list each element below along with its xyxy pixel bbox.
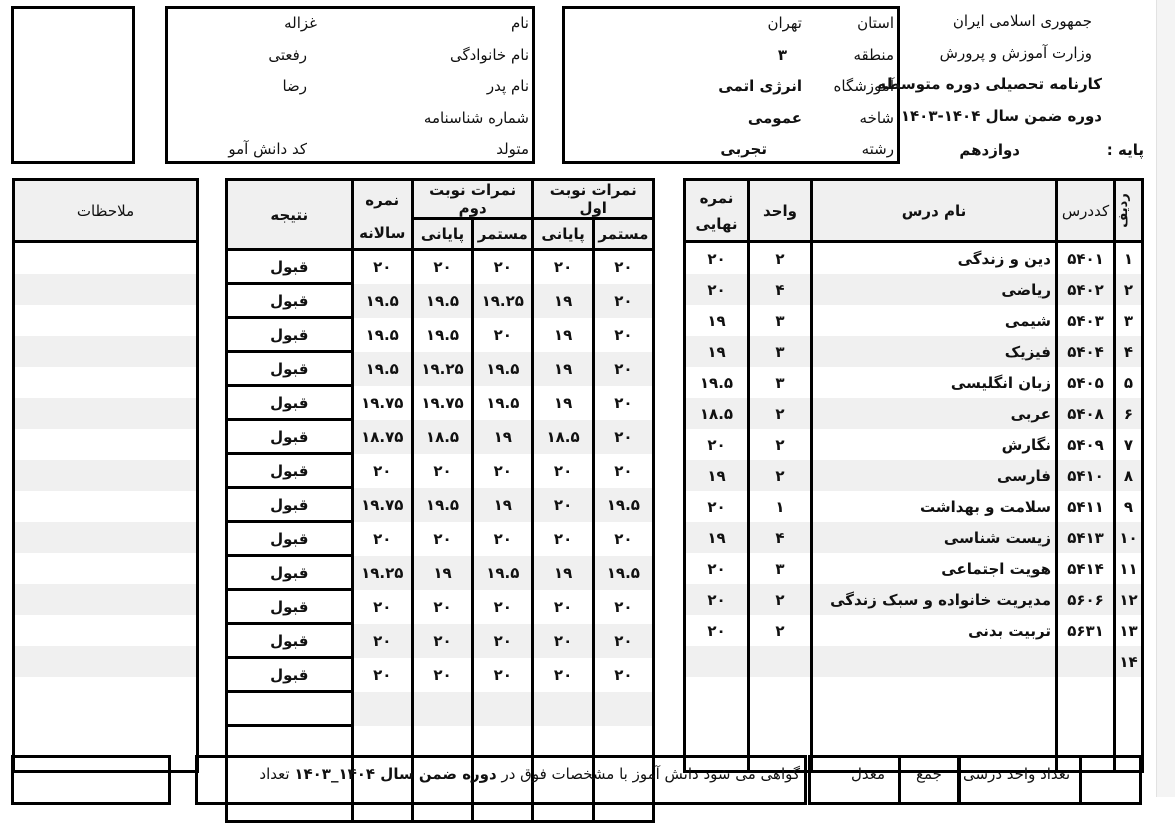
term1-final: ۲۰ xyxy=(533,250,593,284)
score-row xyxy=(227,250,654,284)
term2-header: نمرات نوبت دوم xyxy=(412,180,533,219)
final-header-top: نمره xyxy=(699,188,734,207)
remarks-cell xyxy=(14,708,198,739)
course-name: مدیریت خانواده و سبک زندگی xyxy=(812,584,1057,615)
remarks-cell xyxy=(14,677,198,708)
term1-final: ۲۰ xyxy=(533,454,593,488)
course-units: ۳ xyxy=(749,367,812,398)
course-name: زیست شناسی xyxy=(812,522,1057,553)
term2-continuous: ۱۹.۲۵ xyxy=(473,284,533,318)
term1-header: نمرات نوبت اول xyxy=(533,180,654,219)
row-number: ۱۴ xyxy=(1115,646,1143,677)
row-number: ۸ xyxy=(1115,460,1143,491)
course-code: ۵۴۱۴ xyxy=(1057,553,1115,584)
course-row xyxy=(685,429,1143,460)
remarks-cell xyxy=(14,553,198,584)
course-code: ۵۴۱۰ xyxy=(1057,460,1115,491)
result-header: نتیجه xyxy=(227,180,353,250)
course-units: ۳ xyxy=(749,336,812,367)
course-units: ۲ xyxy=(749,398,812,429)
course-final-score: ۲۰ xyxy=(685,491,749,522)
term1-final: ۲۰ xyxy=(533,590,593,624)
term2-final-header: پایانی xyxy=(412,219,472,250)
result-status: قبول xyxy=(227,250,353,284)
score-row xyxy=(227,386,654,420)
course-final-score: ۱۹ xyxy=(685,460,749,491)
result-status: قبول xyxy=(227,454,353,488)
school-value: انرژی اتمی xyxy=(718,77,802,95)
org-line-2: وزارت آموزش و پرورش xyxy=(939,44,1092,62)
term1-continuous xyxy=(593,692,653,726)
remarks-row xyxy=(14,708,198,739)
course-code: ۵۴۱۱ xyxy=(1057,491,1115,522)
term1-final: ۲۰ xyxy=(533,522,593,556)
term1-final: ۲۰ xyxy=(533,624,593,658)
result-status: قبول xyxy=(227,522,353,556)
score-row xyxy=(227,420,654,454)
score-row xyxy=(227,590,654,624)
remarks-row xyxy=(14,646,198,677)
score-row xyxy=(227,556,654,590)
remarks-cell xyxy=(14,305,198,336)
remarks-cell xyxy=(14,398,198,429)
course-row xyxy=(685,336,1143,367)
course-name: عربی xyxy=(812,398,1057,429)
course-units: ۲ xyxy=(749,584,812,615)
course-code: ۵۴۰۴ xyxy=(1057,336,1115,367)
remarks-row xyxy=(14,522,198,553)
remarks-row xyxy=(14,305,198,336)
course-row xyxy=(685,305,1143,336)
course-final-score: ۲۰ xyxy=(685,242,749,275)
last-name-label: نام خانوادگی xyxy=(449,46,529,64)
course-name xyxy=(812,646,1057,677)
remarks-cell xyxy=(14,615,198,646)
row-number: ۱ xyxy=(1115,242,1143,275)
row-number: ۳ xyxy=(1115,305,1143,336)
course-units xyxy=(749,646,812,677)
course-name: شیمی xyxy=(812,305,1057,336)
remarks-cell xyxy=(14,646,198,677)
course-final-score: ۲۰ xyxy=(685,274,749,305)
course-final-score: ۲۰ xyxy=(685,429,749,460)
father-name-label: نام پدر xyxy=(486,77,529,95)
remarks-row xyxy=(14,491,198,522)
course-row xyxy=(685,584,1143,615)
course-units: ۲ xyxy=(749,615,812,646)
term1-continuous: ۲۰ xyxy=(593,454,653,488)
term1-continuous: ۲۰ xyxy=(593,590,653,624)
annual-score: ۱۹.۵ xyxy=(352,352,412,386)
remarks-cell xyxy=(14,584,198,615)
term2-continuous: ۲۰ xyxy=(473,454,533,488)
result-status: قبول xyxy=(227,318,353,352)
average-label: معدل xyxy=(851,765,886,783)
score-row xyxy=(227,522,654,556)
term2-final: ۱۹ xyxy=(412,556,472,590)
row-number: ۲ xyxy=(1115,274,1143,305)
course-units: ۲ xyxy=(749,429,812,460)
term1-final: ۱۹ xyxy=(533,386,593,420)
annual-score: ۲۰ xyxy=(352,454,412,488)
course-final-score xyxy=(685,646,749,677)
row-number: ۹ xyxy=(1115,491,1143,522)
row-number: ۱۲ xyxy=(1115,584,1143,615)
remarks-row xyxy=(14,367,198,398)
school-label: آموزشگاه xyxy=(833,77,894,95)
district-value: ۳ xyxy=(777,46,787,64)
term2-continuous: ۲۰ xyxy=(473,590,533,624)
score-row xyxy=(227,692,654,726)
annual-score: ۲۰ xyxy=(352,522,412,556)
row-number: ۱۳ xyxy=(1115,615,1143,646)
district-label: منطقه xyxy=(853,46,894,64)
term2-continuous: ۲۰ xyxy=(473,250,533,284)
col-header-name: نام درس xyxy=(812,180,1057,242)
annual-score: ۲۰ xyxy=(352,624,412,658)
term2-final: ۱۸.۵ xyxy=(412,420,472,454)
term2-continuous: ۲۰ xyxy=(473,318,533,352)
remarks-row xyxy=(14,677,198,708)
annual-score: ۲۰ xyxy=(352,590,412,624)
result-status: قبول xyxy=(227,590,353,624)
remarks-row xyxy=(14,615,198,646)
score-row xyxy=(227,658,654,692)
remarks-row xyxy=(14,242,198,275)
term2-final: ۲۰ xyxy=(412,522,472,556)
term2-final: ۲۰ xyxy=(412,624,472,658)
course-code: ۵۴۰۱ xyxy=(1057,242,1115,275)
score-row xyxy=(227,488,654,522)
annual-score: ۱۹.۵ xyxy=(352,284,412,318)
courses-table xyxy=(683,178,1144,773)
score-row xyxy=(227,624,654,658)
sum-label: جمع xyxy=(916,765,942,783)
term2-final: ۱۹.۷۵ xyxy=(412,386,472,420)
score-row xyxy=(227,318,654,352)
remarks-row xyxy=(14,429,198,460)
row-number: ۴ xyxy=(1115,336,1143,367)
col-header-final xyxy=(685,180,749,242)
term1-final: ۱۸.۵ xyxy=(533,420,593,454)
row-number: ۱۱ xyxy=(1115,553,1143,584)
annual-score: ۱۹.۵ xyxy=(352,318,412,352)
course-name: هویت اجتماعی xyxy=(812,553,1057,584)
term1-final: ۱۹ xyxy=(533,556,593,590)
report-title: کارنامه تحصیلی دوره متوسطه xyxy=(877,75,1102,93)
result-status: قبول xyxy=(227,624,353,658)
birth-label: متولد xyxy=(496,140,529,158)
term2-final: ۱۹.۵ xyxy=(412,318,472,352)
remarks-header: ملاحظات xyxy=(14,180,198,242)
remarks-row xyxy=(14,460,198,491)
annual-score xyxy=(352,692,412,726)
first-name-label: نام xyxy=(510,14,529,32)
remarks-cell xyxy=(14,460,198,491)
result-status xyxy=(227,692,353,726)
score-row xyxy=(227,454,654,488)
field-label: رشته xyxy=(861,140,894,158)
term1-final: ۱۹ xyxy=(533,318,593,352)
course-name: دین و زندگی xyxy=(812,242,1057,275)
footer-signature-box xyxy=(11,755,171,805)
grade-label: پایه : xyxy=(1106,141,1144,159)
empty-row xyxy=(227,726,654,759)
course-row xyxy=(685,522,1143,553)
term1-final xyxy=(533,692,593,726)
result-status: قبول xyxy=(227,658,353,692)
org-line-1: جمهوری اسلامی ایران xyxy=(952,12,1092,30)
remarks-cell xyxy=(14,491,198,522)
course-name: سلامت و بهداشت xyxy=(812,491,1057,522)
term1-continuous: ۱۹.۵ xyxy=(593,556,653,590)
term2-final xyxy=(412,692,472,726)
term2-continuous: ۲۰ xyxy=(473,624,533,658)
empty-row xyxy=(685,708,1143,739)
term1-continuous-header: مستمر xyxy=(593,219,653,250)
term2-continuous: ۲۰ xyxy=(473,522,533,556)
term2-continuous: ۱۹ xyxy=(473,488,533,522)
term1-continuous: ۲۰ xyxy=(593,352,653,386)
province-value: تهران xyxy=(767,14,802,32)
units-count-label: تعداد واحد درسی xyxy=(963,765,1071,783)
remarks-cell xyxy=(14,336,198,367)
course-final-score: ۱۸.۵ xyxy=(685,398,749,429)
result-status: قبول xyxy=(227,386,353,420)
course-code: ۵۴۱۳ xyxy=(1057,522,1115,553)
remarks-row xyxy=(14,553,198,584)
course-units: ۲ xyxy=(749,460,812,491)
course-row xyxy=(685,553,1143,584)
course-code: ۵۶۳۱ xyxy=(1057,615,1115,646)
report-period: دوره ضمن سال ۱۴۰۴-۱۴۰۳ xyxy=(900,107,1102,125)
field-value: تجربی xyxy=(720,140,767,158)
annual-score: ۲۰ xyxy=(352,250,412,284)
course-final-score: ۱۹ xyxy=(685,305,749,336)
course-units: ۳ xyxy=(749,305,812,336)
vertical-scrollbar[interactable] xyxy=(1156,0,1175,797)
term2-final: ۲۰ xyxy=(412,590,472,624)
result-status: قبول xyxy=(227,420,353,454)
result-status: قبول xyxy=(227,488,353,522)
remarks-cell xyxy=(14,242,198,275)
certificate-period: دوره ضمن سال ۱۴۰۴_۱۴۰۳ xyxy=(294,765,497,783)
course-final-score: ۱۹.۵ xyxy=(685,367,749,398)
average-cell xyxy=(808,755,898,805)
course-final-score: ۱۹ xyxy=(685,522,749,553)
final-header-bottom: نهایی xyxy=(695,214,738,233)
row-number: ۷ xyxy=(1115,429,1143,460)
course-name: نگارش xyxy=(812,429,1057,460)
term2-continuous xyxy=(473,692,533,726)
course-final-score: ۱۹ xyxy=(685,336,749,367)
annual-score: ۱۹.۷۵ xyxy=(352,386,412,420)
school-info-box xyxy=(562,6,900,164)
certificate-suffix: تعداد xyxy=(259,765,295,783)
course-code: ۵۴۰۲ xyxy=(1057,274,1115,305)
course-row xyxy=(685,367,1143,398)
course-name: فیزیک xyxy=(812,336,1057,367)
annual-score: ۲۰ xyxy=(352,658,412,692)
term1-final: ۱۹ xyxy=(533,284,593,318)
branch-label: شاخه xyxy=(859,109,894,127)
units-count-cell xyxy=(958,755,1082,805)
course-final-score: ۲۰ xyxy=(685,553,749,584)
course-name: فارسی xyxy=(812,460,1057,491)
branch-value: عمومی xyxy=(747,109,802,127)
course-units: ۴ xyxy=(749,522,812,553)
term2-continuous: ۱۹.۵ xyxy=(473,352,533,386)
course-units: ۱ xyxy=(749,491,812,522)
term2-continuous: ۱۹ xyxy=(473,420,533,454)
units-count-value xyxy=(1082,755,1142,805)
remarks-cell xyxy=(14,429,198,460)
remarks-row xyxy=(14,584,198,615)
row-number: ۱۰ xyxy=(1115,522,1143,553)
row-number: ۶ xyxy=(1115,398,1143,429)
term1-continuous: ۲۰ xyxy=(593,624,653,658)
course-name: تربیت بدنی xyxy=(812,615,1057,646)
course-row xyxy=(685,460,1143,491)
term1-final: ۲۰ xyxy=(533,488,593,522)
course-units: ۲ xyxy=(749,242,812,275)
result-status: قبول xyxy=(227,352,353,386)
course-units: ۴ xyxy=(749,274,812,305)
annual-score: ۱۸.۷۵ xyxy=(352,420,412,454)
course-name: زبان انگلیسی xyxy=(812,367,1057,398)
term1-continuous: ۲۰ xyxy=(593,420,653,454)
last-name-value: رفعتی xyxy=(268,46,307,64)
term1-continuous: ۲۰ xyxy=(593,522,653,556)
course-final-score: ۲۰ xyxy=(685,584,749,615)
course-row xyxy=(685,646,1143,677)
course-name: ریاضی xyxy=(812,274,1057,305)
course-final-score: ۲۰ xyxy=(685,615,749,646)
col-header-code: کددرس xyxy=(1057,180,1115,242)
col-header-units: واحد xyxy=(749,180,812,242)
annual-header-bottom: سالانه xyxy=(352,219,412,250)
row-number: ۵ xyxy=(1115,367,1143,398)
annual-score: ۱۹.۲۵ xyxy=(352,556,412,590)
term1-continuous: ۲۰ xyxy=(593,386,653,420)
remarks-row xyxy=(14,336,198,367)
course-row xyxy=(685,274,1143,305)
term1-continuous: ۲۰ xyxy=(593,284,653,318)
student-info-box xyxy=(165,6,535,164)
course-row xyxy=(685,491,1143,522)
term2-final: ۱۹.۵ xyxy=(412,284,472,318)
term2-final: ۱۹.۲۵ xyxy=(412,352,472,386)
remarks-table xyxy=(12,178,199,773)
course-code: ۵۶۰۶ xyxy=(1057,584,1115,615)
term1-continuous: ۲۰ xyxy=(593,658,653,692)
col-header-row: ردیف xyxy=(1115,180,1143,242)
certificate-box xyxy=(195,755,807,805)
course-units: ۳ xyxy=(749,553,812,584)
term2-continuous: ۲۰ xyxy=(473,658,533,692)
term2-continuous: ۱۹.۵ xyxy=(473,556,533,590)
term2-final: ۲۰ xyxy=(412,454,472,488)
score-row xyxy=(227,352,654,386)
term1-continuous: ۲۰ xyxy=(593,250,653,284)
course-code xyxy=(1057,646,1115,677)
remarks-row xyxy=(14,398,198,429)
id-number-label: شماره شناسنامه xyxy=(423,109,529,127)
term2-final: ۱۹.۵ xyxy=(412,488,472,522)
term1-final: ۱۹ xyxy=(533,352,593,386)
remarks-cell xyxy=(14,522,198,553)
term2-final: ۲۰ xyxy=(412,250,472,284)
annual-score: ۱۹.۷۵ xyxy=(352,488,412,522)
annual-header-top: نمره xyxy=(352,180,412,219)
result-status: قبول xyxy=(227,284,353,318)
score-row xyxy=(227,284,654,318)
course-code: ۵۴۰۹ xyxy=(1057,429,1115,460)
course-code: ۵۴۰۸ xyxy=(1057,398,1115,429)
student-code-label: کد دانش آمو xyxy=(228,140,307,158)
first-name-value: غزاله xyxy=(284,14,317,32)
empty-row xyxy=(685,677,1143,708)
term1-continuous: ۱۹.۵ xyxy=(593,488,653,522)
course-row xyxy=(685,615,1143,646)
grade-value: دوازدهم xyxy=(959,141,1020,159)
course-row xyxy=(685,398,1143,429)
scores-table xyxy=(225,178,655,823)
sum-cell xyxy=(898,755,960,805)
province-label: استان xyxy=(857,14,894,32)
term1-continuous: ۲۰ xyxy=(593,318,653,352)
photo-box xyxy=(11,6,135,164)
term1-final-header: پایانی xyxy=(533,219,593,250)
term2-final: ۲۰ xyxy=(412,658,472,692)
father-name-value: رضا xyxy=(282,77,307,95)
course-row xyxy=(685,242,1143,275)
remarks-cell xyxy=(14,367,198,398)
certificate-prefix: گواهی می شود دانش آموز با مشخصات فوق در xyxy=(496,765,800,783)
remarks-cell xyxy=(14,274,198,305)
remarks-row xyxy=(14,274,198,305)
course-code: ۵۴۰۳ xyxy=(1057,305,1115,336)
result-status: قبول xyxy=(227,556,353,590)
course-code: ۵۴۰۵ xyxy=(1057,367,1115,398)
term2-continuous: ۱۹.۵ xyxy=(473,386,533,420)
term1-final: ۲۰ xyxy=(533,658,593,692)
term2-continuous-header: مستمر xyxy=(473,219,533,250)
certificate-text xyxy=(259,764,800,784)
